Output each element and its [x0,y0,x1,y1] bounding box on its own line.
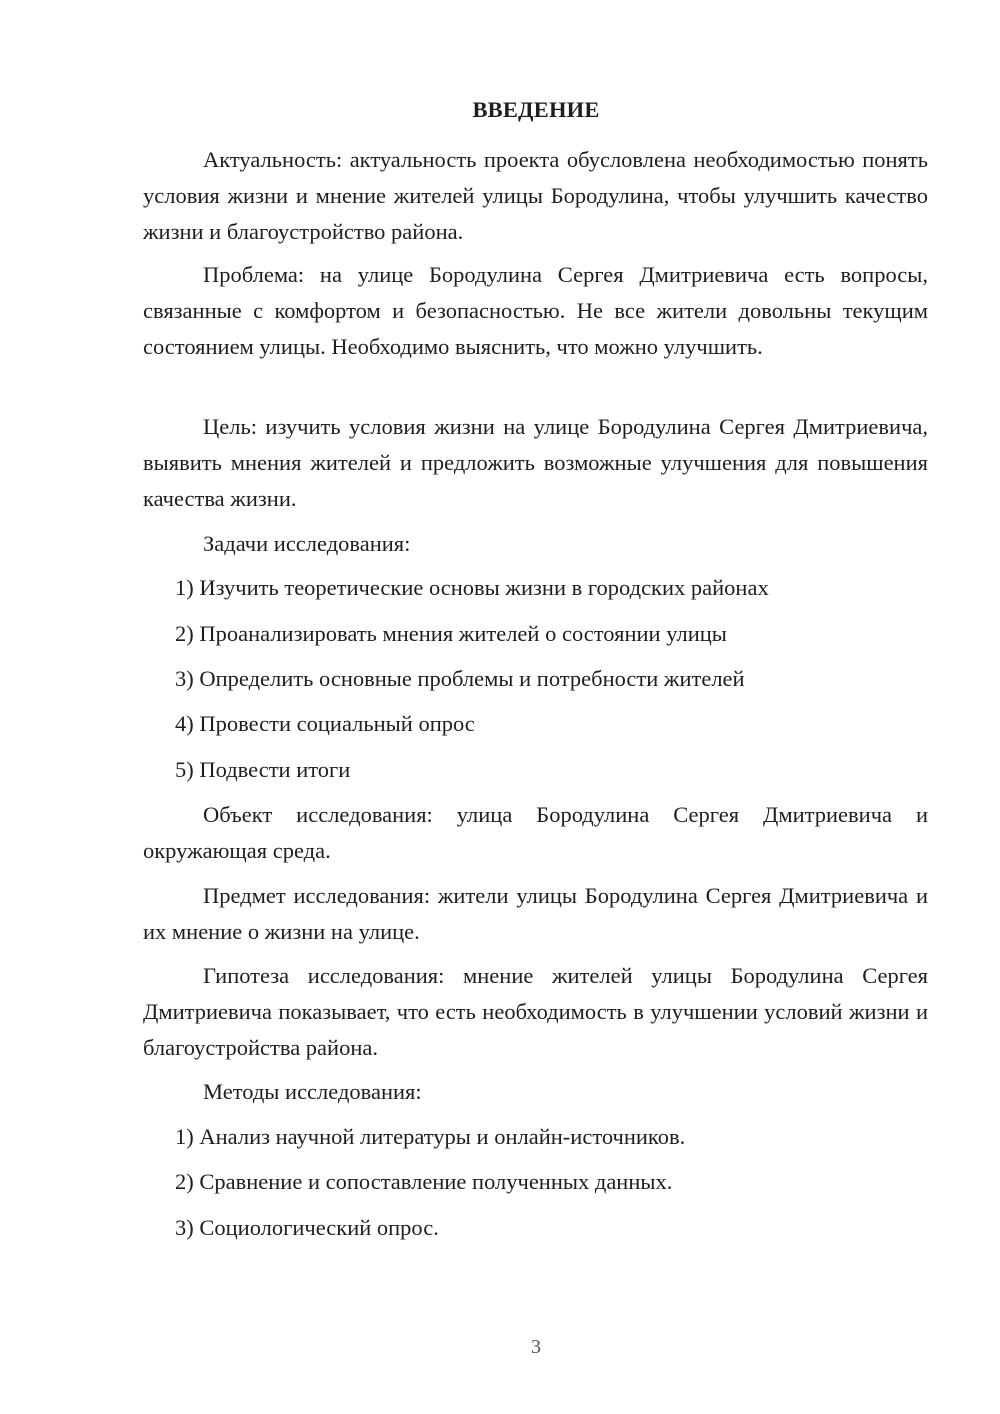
method-item: 3) Социологический опрос. [175,1215,439,1240]
page-number: 3 [531,1336,541,1358]
method-item: 1) Анализ научной литературы и онлайн-источников. [175,1124,686,1149]
task-item: 3) Определить основные проблемы и потребности жителей [175,666,745,691]
methods-heading: Методы исследования: [203,1079,422,1104]
tasks-heading: Задачи исследования: [203,531,411,556]
page-title: ВВЕДЕНИЕ [472,97,600,122]
hypothesis-paragraph: Гипотеза исследования: мнение жителей улицы Бородулина Сергея Дмитриевича показывает, что есть необходимость в улучшении условий жизни и благоустройства района. [143,963,928,1060]
relevance-paragraph: Актуальность: актуальность проекта обусловлена необходимостью понять условия жизни и мнение жителей улицы Бородулина, чтобы улучшить качество жизни и благоустройство района. [143,147,928,244]
problem-paragraph: Проблема: на улице Бородулина Сергея Дмитриевича есть вопросы, связанные с комфортом и безопасностью. Не все жители довольны текущим состоянием улицы. Необходимо выяснить, что можно улучшить. [143,262,928,359]
task-item: 1) Изучить теоретические основы жизни в городских районах [175,575,769,600]
subject-paragraph: Предмет исследования: жители улицы Бородулина Сергея Дмитриевича и их мнение о жизни на улице. [143,883,928,944]
task-item: 4) Провести социальный опрос [175,711,475,736]
object-paragraph: Объект исследования: улица Бородулина Сергея Дмитриевича и окружающая среда. [143,802,928,863]
goal-paragraph: Цель: изучить условия жизни на улице Бородулина Сергея Дмитриевича, выявить мнения жителей и предложить возможные улучшения для повышения качества жизни. [143,414,928,511]
method-item: 2) Сравнение и сопоставление полученных данных. [175,1169,673,1194]
task-item: 5) Подвести итоги [175,757,351,782]
task-item: 2) Проанализировать мнения жителей о состоянии улицы [175,621,727,646]
